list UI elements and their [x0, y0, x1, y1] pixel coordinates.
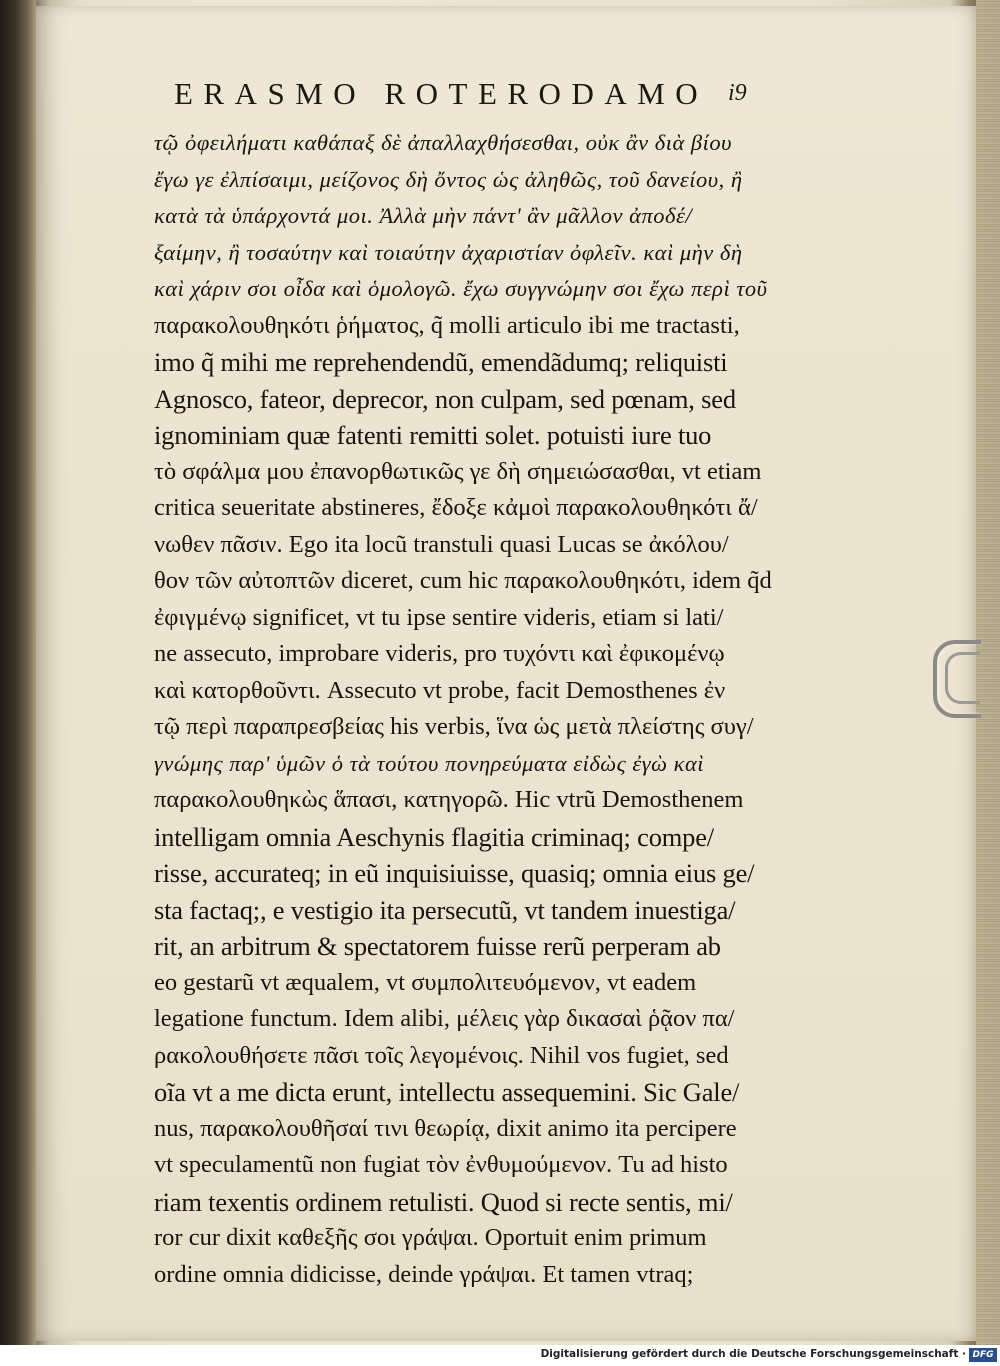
text-line: Agnosco, fateor, deprecor, non culpam, sed pœnam, sed	[154, 383, 736, 414]
text-line: risse, accurateq; in eũ inquisiuisse, quasiq; omnia eius ge/	[154, 858, 755, 888]
text-line: τῷ περὶ παραπρεσβείας his verbis, ἵνα ὡς μετὰ πλείστης συγ/	[154, 713, 754, 740]
book-spine-edge	[0, 0, 36, 1345]
text-line: legatione functum. Idem alibi, μέλεις γὰρ δικασαὶ ῥᾷον πα/	[154, 1005, 735, 1032]
text-line: τὸ σφάλμα μου ἐπανορθωτικῶς γε δὴ σημειώσασθαι, vt etiam	[154, 457, 762, 485]
text-line: ignominiam quæ fatenti remitti solet. potuisti iure tuo	[154, 420, 712, 450]
text-line: ne assecuto, improbare videris, pro τυχόντι καὶ ἐφικομένῳ	[154, 640, 725, 667]
text-line: ξαίμην, ἢ τοσαύτην καὶ τοιαύτην ἀχαριστίαν ὀφλεῖν. καὶ μὴν δὴ	[154, 239, 743, 265]
text-line: intelligam omnia Aeschynis flagitia criminaq; compe/	[154, 821, 714, 852]
text-line: rit, an arbitrum & spectatorem fuisse rerũ perperam ab	[154, 931, 721, 961]
text-line: γνώμης παρ' ὑμῶν ὁ τὰ τούτου πονηρεύματα εἰδὼς ἐγὼ καὶ	[154, 750, 705, 776]
text-line: καὶ κατορθοῦντι. Assecuto vt probe, facit Demosthenes ἐν	[154, 676, 726, 704]
text-line: νωθεν πᾶσιν. Ego ita locũ transtuli quasi Lucas se ἀκόλου/	[154, 530, 729, 558]
text-line: ρακολουθήσετε πᾶσι τοῖς λεγομένοις. Nihil vos fugiet, sed	[154, 1041, 729, 1069]
text-line: ἔγω γε ἐλπίσαιμι, μείζονος δὴ ὄντος ὡς ἀληθῶς, τοῦ δανείου, ἢ	[154, 166, 743, 192]
running-title: ERASMO ROTERODAMO	[174, 76, 709, 111]
book-page	[36, 6, 976, 1341]
footer-bar	[0, 1345, 1000, 1366]
text-line: riam texentis ordinem retulisti. Quod si recte sentis, mi/	[154, 1186, 733, 1217]
text-line: nus, παρακολουθῆσαί τινι θεωρίᾳ, dixit animo ita percipere	[154, 1114, 737, 1142]
text-line: παρακολουθηκὼς ἅπασι, κατηγορῶ. Hic vtrũ Demosthenem	[154, 786, 744, 813]
text-line: sta factaq;, e vestigio ita persecutũ, vt tandem inuestiga/	[154, 894, 736, 925]
text-line: θον τῶν αὐτοπτῶν diceret, cum hic παρακολουθηκότι, idem q̃d	[154, 567, 772, 594]
text-line: imo q̃ mihi me reprehendendũ, emendãdumq; reliquisti	[154, 347, 728, 377]
paper-clip-inner	[945, 652, 980, 704]
text-line: ror cur dixit καθεξῆς σοι γράψαι. Oportuit enim primum	[154, 1224, 707, 1251]
text-line: oĩa vt a me dicta erunt, intellectu assequemini. Sic Gale/	[154, 1077, 740, 1107]
folio-number: i9	[728, 80, 747, 106]
text-line: eo gestarũ vt æqualem, vt συμπολιτευόμενον, vt eadem	[154, 968, 697, 996]
text-line: τῷ ὀφειλήματι καθάπαξ δὲ ἀπαλλαχθήσεσθαι, οὐκ ἂν διὰ βίου	[154, 130, 732, 155]
text-line: ἐφιγμένῳ significet, vt tu ipse sentire videris, etiam si lati/	[154, 603, 724, 631]
running-head	[174, 68, 774, 128]
text-line: παρακολουθηκότι ῥήματος, q̃ molli articulo ibi me tractasti,	[154, 311, 740, 339]
text-line: καὶ χάριν σοι οἶδα καὶ ὁμολογῶ. ἔχω συγγνώμην σοι ἔχω περὶ τοῦ	[154, 276, 768, 301]
text-line: vt speculamentũ non fugiat τὸν ἐνθυμούμενον. Tu ad histo	[154, 1151, 728, 1178]
text-line: critica seueritate abstineres, ἔδοξε κἀμοὶ παρακολουθηκότι ἄ/	[154, 494, 758, 521]
text-line: κατὰ τὰ ὑπάρχοντά μοι. Ἀλλὰ μὴν πάντ' ἂν μᾶλλον ἀποδέ/	[154, 203, 693, 228]
funding-credit: Digitalisierung gefördert durch die Deutsche Forschungsgemeinschaft ·	[540, 1348, 966, 1360]
dfg-logo: DFG	[969, 1348, 997, 1362]
text-line: ordine omnia didicisse, deinde γράψαι. Et tamen vtraq;	[154, 1260, 694, 1288]
